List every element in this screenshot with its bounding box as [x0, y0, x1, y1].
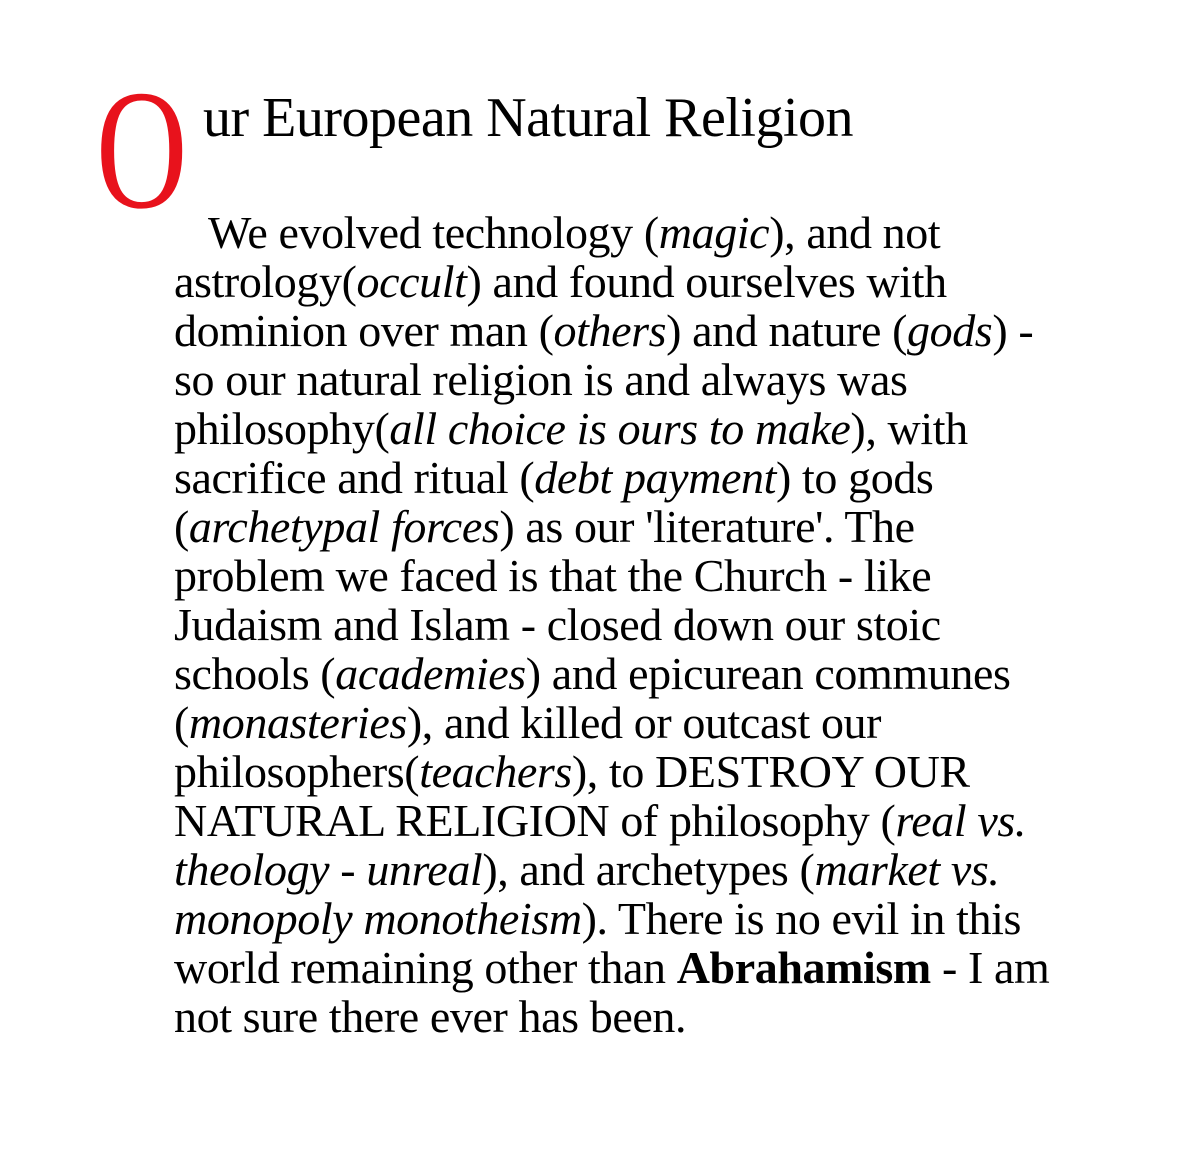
text-segment-roman: ), and killed or outcast our	[406, 697, 882, 748]
text-segment-roman: problem we faced is that the Church - like	[174, 550, 932, 601]
text-segment-roman: sacrifice and ritual (	[174, 452, 535, 503]
text-segment-bold: Abrahamism	[676, 942, 931, 993]
text-segment-roman: - I am	[930, 942, 1050, 993]
paragraph-line	[174, 943, 1134, 992]
paragraph-line	[174, 698, 1134, 747]
page-title: ur European Natural Religion	[203, 87, 854, 149]
text-segment-italic: debt payment	[534, 452, 777, 503]
body-paragraph	[174, 208, 1134, 1041]
text-segment-italic: others	[553, 305, 667, 356]
drop-cap-letter: O	[96, 55, 188, 244]
paragraph-line	[174, 600, 1134, 649]
text-segment-roman: schools (	[174, 648, 336, 699]
paragraph-line	[174, 551, 1134, 600]
text-segment-italic: monopoly monotheism	[174, 893, 582, 944]
text-segment-italic: monasteries	[188, 697, 407, 748]
paragraph-line	[174, 453, 1134, 502]
text-segment-roman: dominion over man (	[174, 305, 554, 356]
text-segment-roman: philosophers(	[174, 746, 420, 797]
text-segment-roman: philosophy(	[174, 403, 390, 454]
text-segment-roman: ) and epicurean communes	[525, 648, 1011, 699]
text-segment-roman: ), and archetypes (	[482, 844, 815, 895]
text-segment-roman: (	[174, 697, 189, 748]
text-segment-italic: magic	[658, 207, 770, 258]
paragraph-line	[174, 845, 1134, 894]
paragraph-line	[174, 306, 1134, 355]
paragraph-line	[174, 502, 1134, 551]
text-segment-roman: ) as our 'literature'. The	[499, 501, 915, 552]
text-segment-roman: ) and found ourselves with	[466, 256, 947, 307]
text-segment-italic: market vs.	[814, 844, 1000, 895]
paragraph-line	[174, 796, 1134, 845]
paragraph-line	[174, 355, 1134, 404]
text-segment-roman: ). There is no evil in this	[581, 893, 1021, 944]
text-segment-roman: (	[174, 501, 189, 552]
text-segment-italic: theology - unreal	[174, 844, 483, 895]
paragraph-line	[174, 404, 1134, 453]
text-segment-roman: not sure there ever has been.	[174, 991, 687, 1042]
text-segment-roman: ) to gods	[776, 452, 934, 503]
text-segment-roman: Judaism and Islam - closed down our stoic	[174, 599, 941, 650]
text-segment-roman: ) -	[992, 305, 1034, 356]
text-segment-roman: so our natural religion is and always was	[174, 354, 908, 405]
paragraph-line	[174, 208, 1134, 257]
text-segment-roman: world remaining other than	[174, 942, 677, 993]
text-segment-italic: archetypal forces	[188, 501, 500, 552]
text-segment-italic: gods	[907, 305, 993, 356]
paragraph-line	[174, 649, 1134, 698]
text-segment-roman: We evolved technology (	[208, 207, 659, 258]
text-segment-italic: teachers	[419, 746, 572, 797]
text-segment-roman: ), to DESTROY OUR	[571, 746, 970, 797]
paragraph-line	[174, 992, 1134, 1041]
paragraph-line	[174, 747, 1134, 796]
text-segment-italic: all choice is ours to make	[389, 403, 851, 454]
text-segment-italic: occult	[356, 256, 467, 307]
text-segment-roman: ), with	[850, 403, 968, 454]
text-segment-roman: astrology(	[174, 256, 357, 307]
text-segment-italic: academies	[335, 648, 526, 699]
text-segment-roman: ) and nature (	[666, 305, 907, 356]
paragraph-line	[174, 257, 1134, 306]
text-segment-roman: NATURAL RELIGION of philosophy (	[174, 795, 896, 846]
text-segment-roman: ), and not	[769, 207, 941, 258]
paragraph-line	[174, 894, 1134, 943]
text-segment-italic: real vs.	[895, 795, 1026, 846]
